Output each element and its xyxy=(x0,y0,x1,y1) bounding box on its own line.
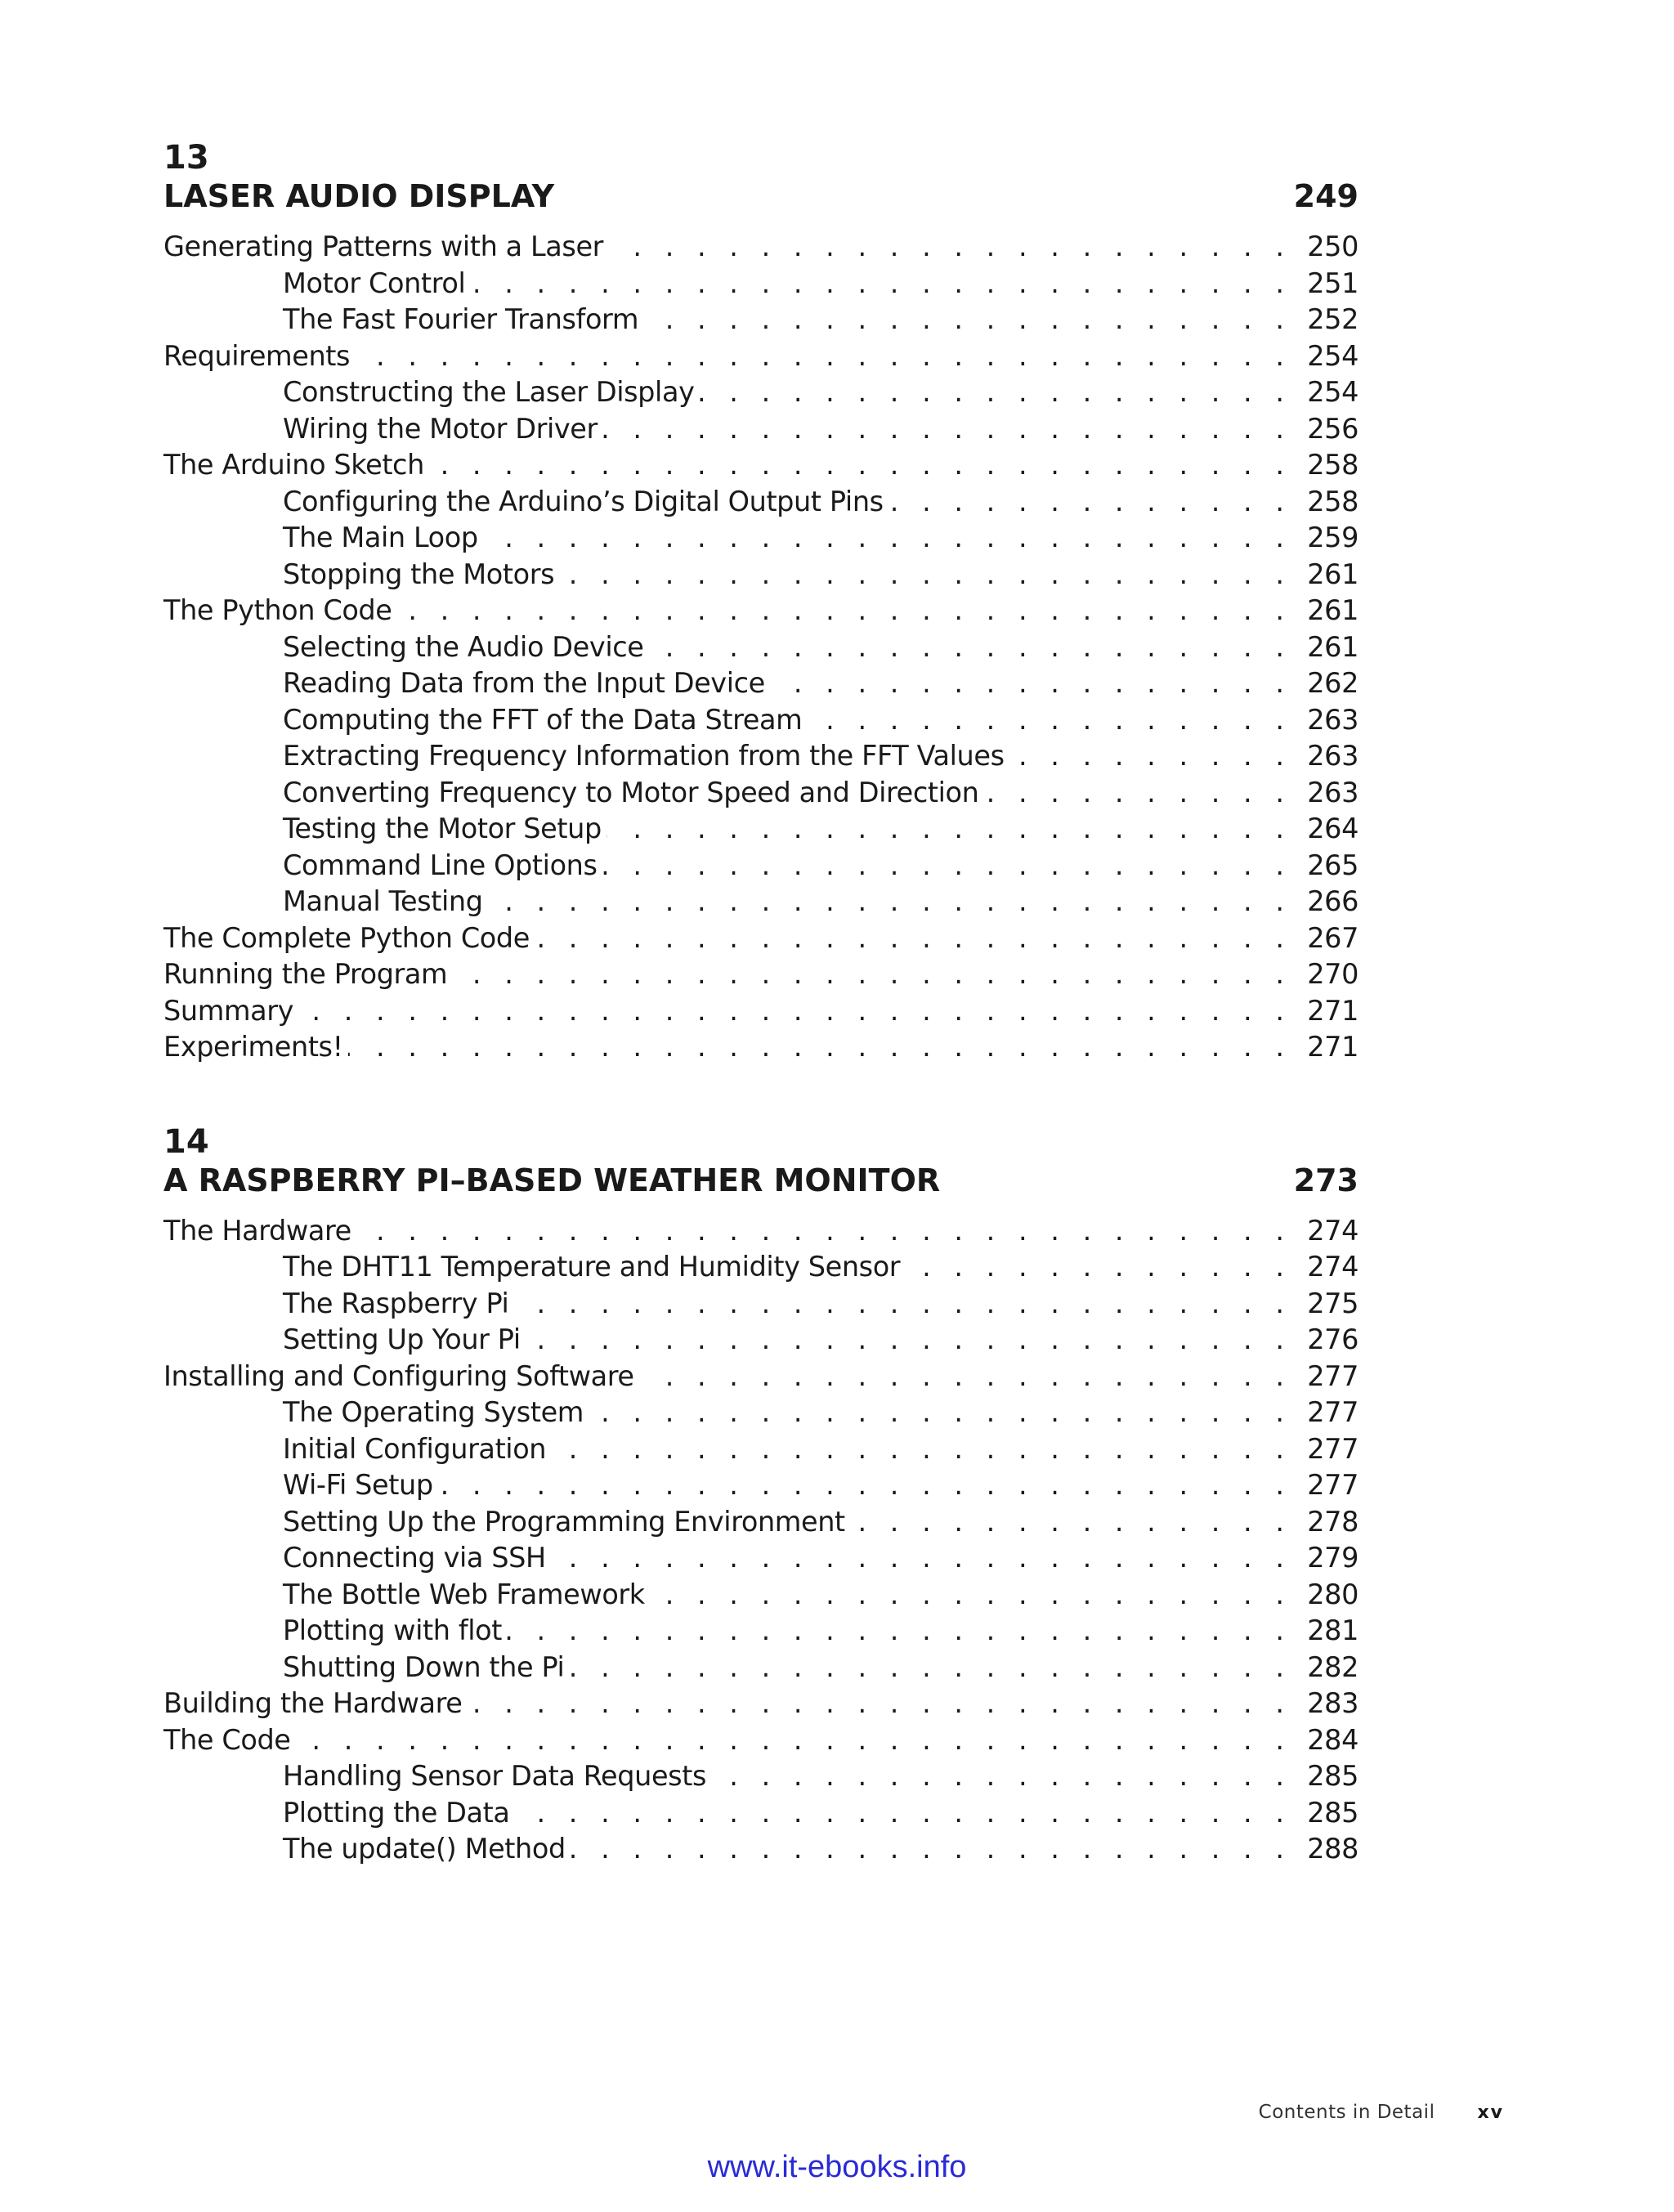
chapter-page: 249 xyxy=(1293,178,1358,214)
toc-entry-title: Handling Sensor Data Requests xyxy=(283,1760,707,1792)
toc-entry-page: 275 xyxy=(1307,1287,1358,1319)
toc-entry-title: Manual Testing xyxy=(283,885,483,917)
toc-entry-page: 250 xyxy=(1307,231,1358,262)
toc-entry-page: 252 xyxy=(1307,303,1358,335)
toc-entry[interactable] xyxy=(163,738,1358,775)
dot-leader xyxy=(602,848,1291,884)
toc-entry-page: 263 xyxy=(1307,703,1358,736)
dot-leader xyxy=(608,229,1291,266)
toc-entry-page: 259 xyxy=(1307,522,1358,553)
dot-leader xyxy=(589,1395,1291,1431)
toc-entry-title: Wi-Fi Setup xyxy=(283,1469,433,1501)
dot-leader xyxy=(507,1613,1291,1650)
toc-entry-list xyxy=(163,229,1358,1066)
toc-entry-page: 254 xyxy=(1307,339,1358,372)
toc-entry-page: 258 xyxy=(1307,449,1358,481)
footer-page-number: xv xyxy=(1477,2102,1504,2123)
toc-entry-title: Plotting the Data xyxy=(283,1796,510,1829)
dot-leader xyxy=(470,266,1291,302)
toc-entry-title: Wiring the Motor Driver xyxy=(283,412,598,445)
toc-entry-page: 279 xyxy=(1307,1542,1358,1574)
toc-entry-title: The Arduino Sketch xyxy=(163,449,424,481)
dot-leader xyxy=(643,302,1291,338)
toc-entry-page: 276 xyxy=(1307,1323,1358,1355)
toc-entry[interactable] xyxy=(163,1249,1358,1286)
toc-entry-page: 274 xyxy=(1307,1251,1358,1283)
dot-leader xyxy=(807,702,1291,739)
toc-entry[interactable] xyxy=(163,266,1358,302)
toc-entry-title: Shutting Down the Pi xyxy=(283,1650,565,1683)
toc-entry-title: Connecting via SSH xyxy=(283,1542,546,1574)
dot-leader xyxy=(606,811,1291,848)
dot-leader xyxy=(551,1431,1291,1468)
toc-entry-page: 277 xyxy=(1307,1469,1358,1501)
dot-leader xyxy=(905,1249,1291,1286)
toc-entry[interactable] xyxy=(163,1795,1358,1832)
chapter-13 xyxy=(163,139,1358,1066)
chapter-14 xyxy=(163,1123,1358,1868)
toc-entry-page: 265 xyxy=(1307,849,1358,881)
chapter-title: A RASPBERRY PI–BASED WEATHER MONITOR xyxy=(163,1162,941,1198)
toc-entry-page: 267 xyxy=(1307,921,1358,954)
toc-entry-title: The Code xyxy=(163,1723,291,1756)
toc-entry[interactable] xyxy=(163,629,1358,666)
toc-entry-title: Running the Program xyxy=(163,958,448,990)
toc-entry-title: The Fast Fourier Transform xyxy=(283,303,639,335)
toc-entry-page: 261 xyxy=(1307,594,1358,626)
toc-entry-page: 261 xyxy=(1307,630,1358,663)
toc-page xyxy=(163,139,1358,1925)
dot-leader xyxy=(348,1029,1291,1066)
toc-entry-page: 278 xyxy=(1307,1505,1358,1538)
toc-entry[interactable] xyxy=(163,1395,1358,1431)
chapter-number: 14 xyxy=(163,1122,209,1161)
toc-entry[interactable] xyxy=(163,1029,1358,1066)
dot-leader xyxy=(526,1322,1291,1359)
dot-leader xyxy=(298,993,1291,1030)
dot-leader xyxy=(551,1540,1291,1577)
dot-leader xyxy=(397,593,1292,629)
toc-entry-title: The Main Loop xyxy=(283,522,478,553)
toc-entry-title: The Hardware xyxy=(163,1214,351,1247)
toc-entry-page: 270 xyxy=(1307,958,1358,990)
toc-entry-page: 277 xyxy=(1307,1432,1358,1465)
toc-entry-page: 274 xyxy=(1307,1214,1358,1247)
toc-entry[interactable] xyxy=(163,484,1358,521)
toc-entry-title: The update() Method xyxy=(283,1833,566,1865)
toc-entry[interactable] xyxy=(163,920,1358,957)
toc-entry-title: The Python Code xyxy=(163,594,392,626)
toc-entry[interactable] xyxy=(163,374,1358,411)
toc-entry-title: Configuring the Arduino’s Digital Output Pins xyxy=(283,485,884,517)
dot-leader xyxy=(569,1650,1291,1686)
toc-entry-title: Selecting the Audio Device xyxy=(283,630,644,663)
dot-leader xyxy=(711,1758,1291,1795)
dot-leader xyxy=(850,1504,1291,1541)
toc-entry-title: Extracting Frequency Information from the FFT Values xyxy=(283,740,1005,772)
toc-entry-title: Reading Data from the Input Device xyxy=(283,667,765,699)
toc-entry-title: Testing the Motor Setup xyxy=(283,813,602,844)
toc-entry[interactable] xyxy=(163,1213,1358,1250)
toc-entry-title: The Operating System xyxy=(283,1396,584,1428)
toc-entry-title: Plotting with flot xyxy=(283,1614,502,1646)
toc-entry[interactable] xyxy=(163,1322,1358,1359)
toc-entry[interactable] xyxy=(163,1577,1358,1614)
toc-entry-page: 261 xyxy=(1307,557,1358,590)
toc-entry-title: Requirements xyxy=(163,339,351,372)
toc-entry-page: 263 xyxy=(1307,776,1358,808)
toc-entry-page: 282 xyxy=(1307,1650,1358,1683)
toc-entry-title: Motor Control xyxy=(283,266,466,299)
toc-entry[interactable] xyxy=(163,411,1358,448)
toc-entry-page: 271 xyxy=(1307,1031,1358,1063)
toc-entry[interactable] xyxy=(163,1650,1358,1686)
toc-entry-title: Setting Up Your Pi xyxy=(283,1323,521,1355)
toc-entry[interactable] xyxy=(163,1431,1358,1468)
toc-entry-page: 251 xyxy=(1307,266,1358,299)
dot-leader xyxy=(650,1577,1291,1614)
toc-entry-title: The Bottle Web Framework xyxy=(283,1578,645,1610)
toc-entry-page: 258 xyxy=(1307,485,1358,517)
toc-entry-page: 288 xyxy=(1307,1833,1358,1865)
toc-entry-title: Generating Patterns with a Laser xyxy=(163,231,604,262)
toc-entry[interactable] xyxy=(163,1286,1358,1323)
toc-entry-title: Constructing the Laser Display xyxy=(283,376,695,408)
toc-entry[interactable] xyxy=(163,1686,1358,1722)
dot-leader xyxy=(571,1831,1291,1868)
dot-leader xyxy=(438,1467,1291,1504)
dot-leader xyxy=(1009,738,1291,775)
dot-leader xyxy=(888,484,1291,521)
toc-entry[interactable] xyxy=(163,811,1358,848)
chapter-title: LASER AUDIO DISPLAY xyxy=(163,178,555,214)
dot-leader xyxy=(356,1213,1291,1250)
toc-entry[interactable] xyxy=(163,665,1358,702)
toc-entry-title: Initial Configuration xyxy=(283,1432,547,1465)
toc-entry-title: Stopping the Motors xyxy=(283,557,555,590)
toc-entry[interactable] xyxy=(163,593,1358,629)
toc-entry[interactable] xyxy=(163,557,1358,593)
toc-entry-page: 283 xyxy=(1307,1687,1358,1719)
toc-entry-title: Computing the FFT of the Data Stream xyxy=(283,703,803,736)
toc-entry-title: The Raspberry Pi xyxy=(283,1287,509,1319)
dot-leader xyxy=(700,374,1291,411)
toc-entry[interactable] xyxy=(163,338,1358,375)
toc-entry[interactable] xyxy=(163,1758,1358,1795)
dot-leader xyxy=(488,884,1291,920)
footer-section-title: Contents in Detail xyxy=(1258,2102,1435,2123)
toc-entry-page: 285 xyxy=(1307,1796,1358,1829)
toc-entry[interactable] xyxy=(163,1359,1358,1395)
chapter-heading[interactable] xyxy=(163,177,1358,216)
dot-leader xyxy=(559,557,1291,593)
dot-leader xyxy=(468,1686,1291,1722)
toc-entry-title: Experiments! xyxy=(163,1031,343,1063)
chapter-number: 13 xyxy=(163,139,209,177)
toc-entry[interactable] xyxy=(163,1540,1358,1577)
dot-leader xyxy=(483,520,1291,557)
toc-entry[interactable] xyxy=(163,1722,1358,1759)
toc-entry-title: Setting Up the Programming Environment xyxy=(283,1505,845,1538)
toc-entry[interactable] xyxy=(163,302,1358,338)
toc-entry[interactable] xyxy=(163,1504,1358,1541)
toc-entry-title: The DHT11 Temperature and Humidity Sensor xyxy=(283,1251,901,1283)
toc-entry-title: Converting Frequency to Motor Speed and Direction xyxy=(283,776,979,808)
toc-entry-page: 280 xyxy=(1307,1578,1358,1610)
toc-entry-page: 254 xyxy=(1307,376,1358,408)
toc-entry-page: 262 xyxy=(1307,667,1358,699)
toc-entry-page: 266 xyxy=(1307,885,1358,917)
dot-leader xyxy=(983,775,1291,812)
toc-entry[interactable] xyxy=(163,1613,1358,1650)
toc-entry[interactable] xyxy=(163,447,1358,484)
watermark-link[interactable]: www.it-ebooks.info xyxy=(707,2150,967,2184)
toc-entry-page: 285 xyxy=(1307,1760,1358,1792)
toc-entry-page: 264 xyxy=(1307,813,1358,844)
dot-leader xyxy=(639,1359,1291,1395)
toc-entry[interactable] xyxy=(163,775,1358,812)
page-footer xyxy=(1144,2102,1504,2123)
dot-leader xyxy=(429,447,1291,484)
toc-entry-title: Command Line Options xyxy=(283,849,598,881)
toc-entry-page: 271 xyxy=(1307,994,1358,1027)
toc-entry[interactable] xyxy=(163,702,1358,739)
toc-entry-page: 256 xyxy=(1307,412,1358,445)
dot-leader xyxy=(513,1286,1291,1323)
toc-entry-page: 281 xyxy=(1307,1614,1358,1646)
dot-leader xyxy=(648,629,1291,666)
dot-leader xyxy=(296,1722,1291,1759)
chapter-heading[interactable] xyxy=(163,1161,1358,1200)
dot-leader xyxy=(452,956,1291,993)
toc-entry-title: Building the Hardware xyxy=(163,1687,463,1719)
toc-entry-page: 284 xyxy=(1307,1723,1358,1756)
toc-entry[interactable] xyxy=(163,520,1358,557)
chapter-page: 273 xyxy=(1293,1162,1358,1198)
dot-leader xyxy=(355,338,1291,375)
toc-entry-title: The Complete Python Code xyxy=(163,921,530,954)
toc-entry[interactable] xyxy=(163,1831,1358,1868)
dot-leader xyxy=(602,411,1291,448)
dot-leader xyxy=(770,665,1291,702)
toc-entry-title: Installing and Configuring Software xyxy=(163,1359,634,1392)
toc-entry-title: Summary xyxy=(163,994,294,1027)
toc-entry[interactable] xyxy=(163,884,1358,920)
toc-entry-list xyxy=(163,1213,1358,1868)
toc-entry[interactable] xyxy=(163,229,1358,266)
toc-entry[interactable] xyxy=(163,956,1358,993)
toc-entry-page: 263 xyxy=(1307,740,1358,772)
toc-entry[interactable] xyxy=(163,848,1358,884)
toc-entry-page: 277 xyxy=(1307,1359,1358,1392)
dot-leader xyxy=(515,1795,1291,1832)
dot-leader xyxy=(535,920,1291,957)
toc-entry[interactable] xyxy=(163,993,1358,1030)
toc-entry[interactable] xyxy=(163,1467,1358,1504)
toc-entry-page: 277 xyxy=(1307,1396,1358,1428)
